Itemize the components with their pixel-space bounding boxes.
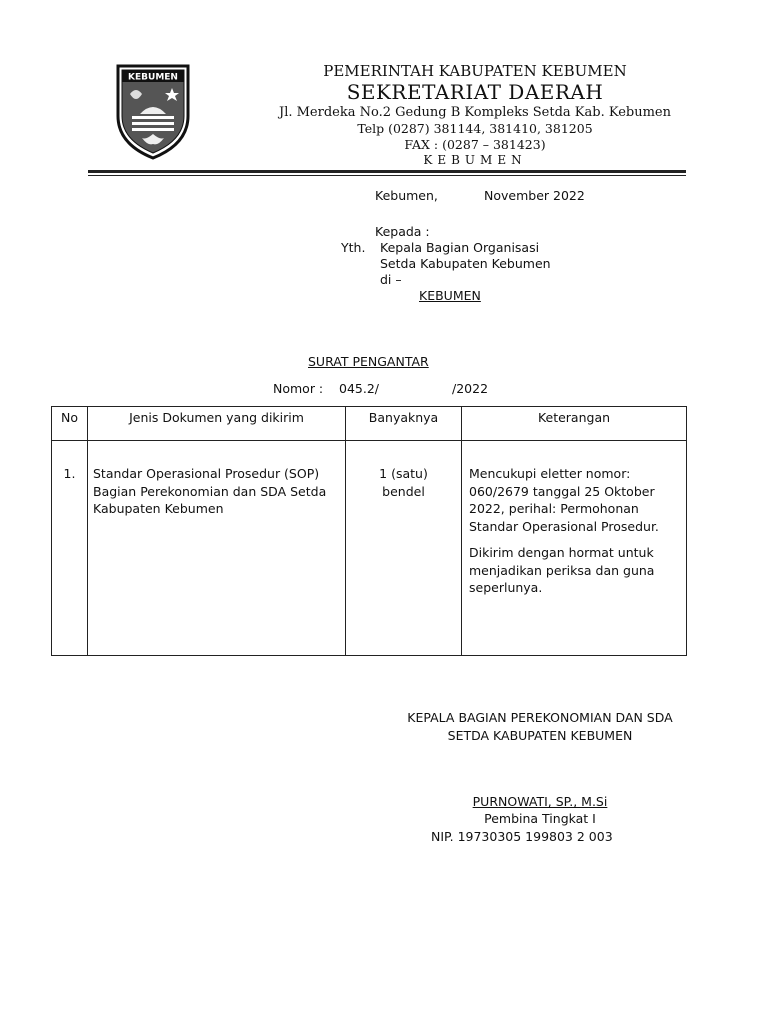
date-month-year: November 2022 xyxy=(484,188,585,203)
row-no: 1. xyxy=(52,441,88,656)
row-banyak-text: 1 (satu) bendel xyxy=(379,466,428,499)
row-keterangan xyxy=(462,441,687,656)
keterangan-note: Dikirim dengan hormat untuk menjadikan periksa dan guna seperlunya. xyxy=(469,545,655,595)
letterhead-divider-thin xyxy=(88,175,686,176)
letterhead-government: PEMERINTAH KABUPATEN KEBUMEN xyxy=(323,62,627,80)
recipient-city: KEBUMEN xyxy=(419,288,481,303)
recipient-yth: Yth. xyxy=(341,240,366,255)
recipient-line2: Setda Kabupaten Kebumen xyxy=(380,256,551,271)
document-table xyxy=(51,406,687,656)
header-jenis: Jenis Dokumen yang dikirim xyxy=(88,407,346,441)
nomor-year: /2022 xyxy=(452,381,489,396)
header-no: No xyxy=(52,407,88,441)
kebumen-coat-of-arms-logo xyxy=(112,64,194,160)
signatory-rank: Pembina Tingkat I xyxy=(484,811,596,826)
letterhead-city: KEBUMEN xyxy=(423,153,527,167)
signature-position-line1: KEPALA BAGIAN PEREKONOMIAN DAN SDA xyxy=(407,710,673,725)
document-title: SURAT PENGANTAR xyxy=(308,354,429,369)
date-place: Kebumen, xyxy=(375,188,438,203)
recipient-line1: Kepala Bagian Organisasi xyxy=(380,240,540,255)
keterangan-reference: Mencukupi eletter nomor: 060/2679 tanggal 25 Oktober 2022, perihal: Permohonan Standar Operasional Prosedur. xyxy=(469,466,659,534)
signatory-name: PURNOWATI, SP., M.Si xyxy=(472,794,608,809)
signatory-nip: NIP. 19730305 199803 2 003 xyxy=(431,829,613,844)
svg-text:KEBUMEN: KEBUMEN xyxy=(128,72,178,83)
table-header-row xyxy=(52,407,687,441)
row-banyak xyxy=(346,441,462,656)
table-row xyxy=(52,441,687,656)
letterhead-fax: FAX : (0287 – 381423) xyxy=(404,137,546,152)
nomor-label: Nomor : xyxy=(273,381,324,396)
row-jenis: Standar Operasional Prosedur (SOP) Bagian Perekonomian dan SDA Setda Kabupaten Kebumen xyxy=(88,441,346,656)
recipient-line3: di – xyxy=(380,272,402,287)
header-banyak: Banyaknya xyxy=(346,407,462,441)
header-keterangan: Keterangan xyxy=(462,407,687,441)
letterhead-divider-thick xyxy=(88,170,686,173)
letterhead-address: Jl. Merdeka No.2 Gedung B Kompleks Setda Kab. Kebumen xyxy=(278,105,671,120)
signature-position-line2: SETDA KABUPATEN KEBUMEN xyxy=(447,728,633,743)
nomor-value: 045.2/ xyxy=(339,381,379,396)
recipient-kepada: Kepada : xyxy=(375,224,430,239)
letterhead-phone: Telp (0287) 381144, 381410, 381205 xyxy=(357,121,593,136)
letterhead-office: SEKRETARIAT DAERAH xyxy=(346,80,604,104)
